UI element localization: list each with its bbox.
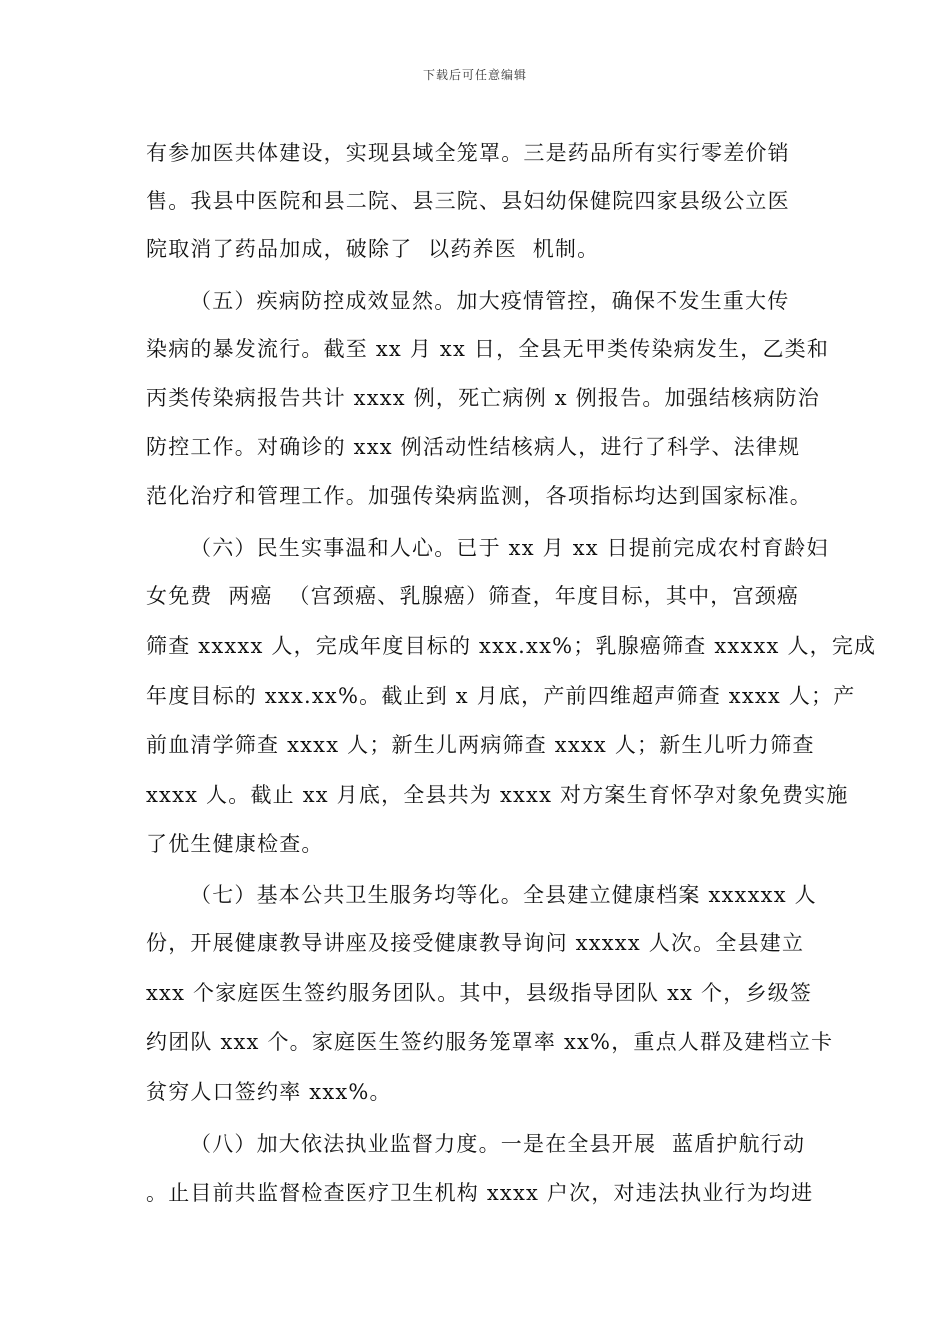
text-line: 了优生健康检查。	[146, 832, 324, 856]
text-line: 售。我县中医院和县二院、县三院、县妇幼保健院四家县级公立医	[146, 189, 790, 213]
text-line: 染病的暴发流行。截至 xx 月 xx 日，全县无甲类传染病发生，乙类和	[146, 337, 830, 361]
paragraph-heading-line: （七）基本公共卫生服务均等化。全县建立健康档案 xxxxxx 人	[190, 883, 817, 907]
text-line: xxx 个家庭医生签约服务团队。其中，县级指导团队 xx 个，乡级签	[146, 981, 813, 1005]
paragraph-heading-line: （五）疾病防控成效显然。加大疫情管控，确保不发生重大传	[190, 289, 790, 313]
text-line: 筛查 xxxxx 人，完成年度目标的 xxx.xx%；乳腺癌筛查 xxxxx 人，完成	[146, 634, 877, 658]
text-line: 份，开展健康教导讲座及接受健康教导询问 xxxxx 人次。全县建立	[146, 931, 805, 955]
paragraph-heading-line: （八）加大依法执业监督力度。一是在全县开展 蓝盾护航行动	[190, 1132, 806, 1156]
text-line: xxxx 人。截止 xx 月底，全县共为 xxxx 对方案生育怀孕对象免费实施	[146, 783, 849, 807]
text-line: 范化治疗和管理工作。加强传染病监测，各项指标均达到国家标准。	[146, 484, 812, 508]
page-header: 下载后可任意编辑	[422, 68, 527, 82]
text-line: 。止目前共监督检查医疗卫生机构 xxxx 户次，对违法执业行为均进	[146, 1181, 814, 1205]
text-line: 防控工作。对确诊的 xxx 例活动性结核病人，进行了科学、法律规	[146, 435, 801, 459]
text-line: 约团队 xxx 个。家庭医生签约服务笼罩率 xx%，重点人群及建档立卡	[146, 1030, 834, 1054]
text-line: 女免费 两癌 （宫颈癌、乳腺癌）筛查，年度目标，其中，宫颈癌	[146, 584, 800, 608]
text-line: 年度目标的 xxx.xx%。截止到 x 月底，产前四维超声筛查 xxxx 人；产	[146, 684, 856, 708]
text-line: 丙类传染病报告共计 xxxx 例，死亡病例 x 例报告。加强结核病防治	[146, 386, 820, 410]
paragraph-heading-line: （六）民生实事温和人心。已于 xx 月 xx 日提前完成农村育龄妇	[190, 536, 829, 560]
text-line: 贫穷人口签约率 xxx%。	[146, 1080, 392, 1104]
text-line: 前血清学筛查 xxxx 人；新生儿两病筛查 xxxx 人；新生儿听力筛查	[146, 733, 815, 757]
text-line: 有参加医共体建设，实现县域全笼罩。三是药品所有实行零差价销	[146, 141, 790, 165]
text-line: 院取消了药品加成，破除了 以药养医 机制。	[146, 237, 600, 261]
